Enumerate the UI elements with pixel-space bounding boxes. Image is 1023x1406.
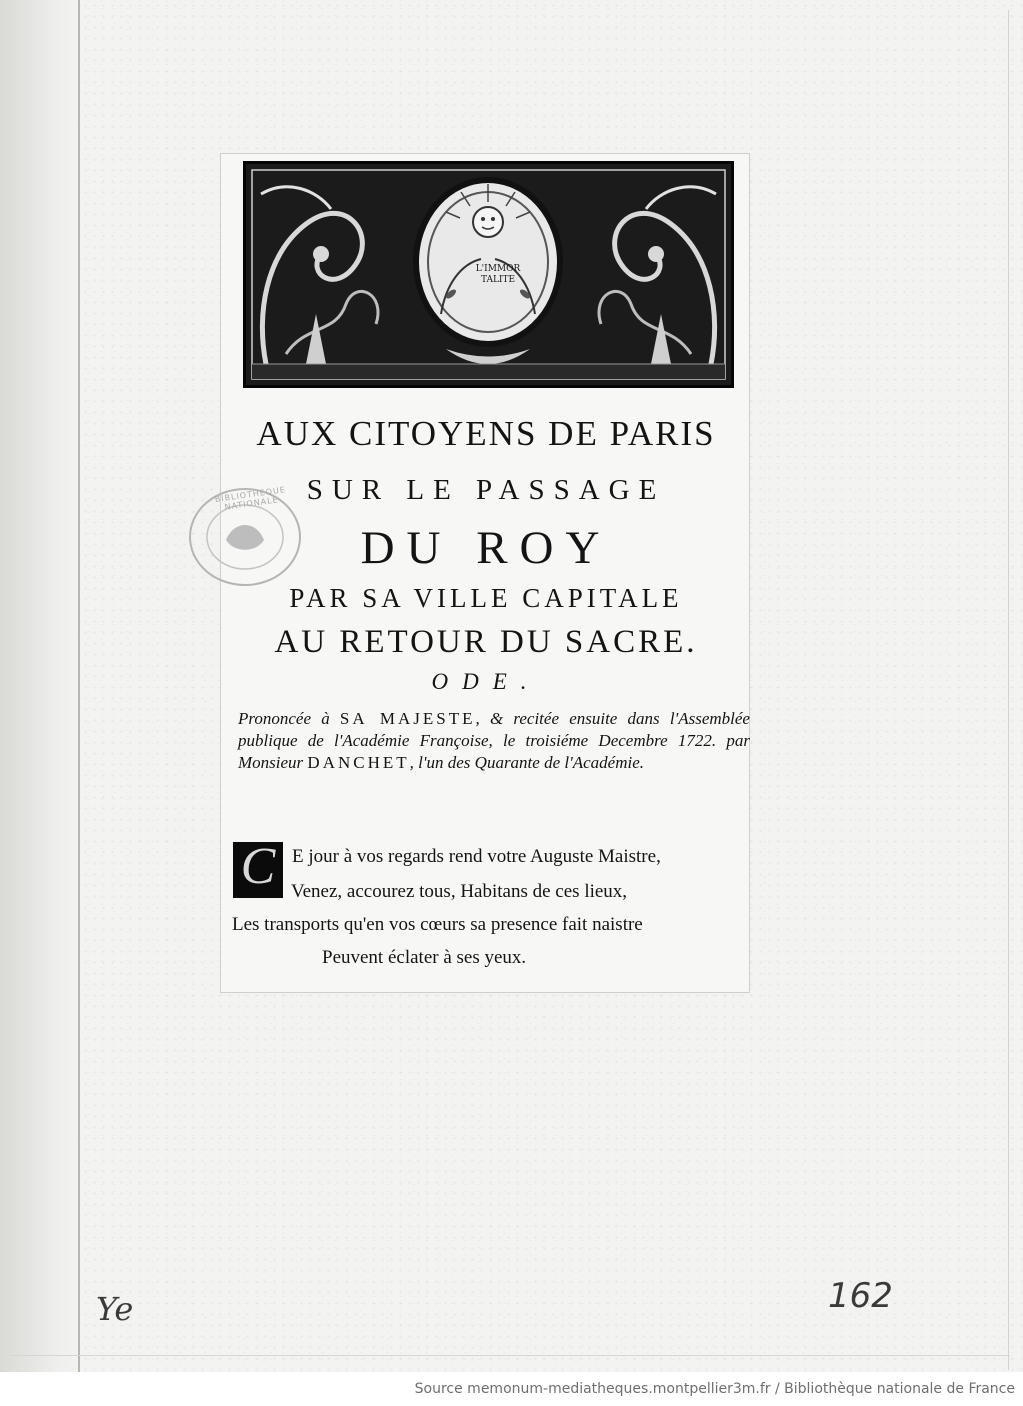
dedication-majeste: SA MAJESTE bbox=[339, 709, 476, 728]
title-line-5: AU RETOUR DU SACRE. bbox=[274, 624, 698, 660]
dedication-author: DANCHET bbox=[307, 753, 410, 772]
genre-heading: ODE. bbox=[431, 669, 541, 694]
page-gutter-shadow bbox=[0, 0, 80, 1372]
handwritten-folio-number: 162 bbox=[828, 1276, 893, 1316]
title-line-2: SUR LE PASSAGE bbox=[306, 474, 666, 506]
source-credit: Source memonum-mediatheques.montpellier3m.fr / Bibliothèque nationale de France bbox=[414, 1381, 1015, 1397]
handwritten-shelfmark: Ye bbox=[96, 1290, 134, 1328]
verse-line-3: Les transports qu'en vos cœurs sa presence fait naistre bbox=[232, 914, 643, 935]
verse-line-2: Venez, accourez tous, Habitans de ces lieux, bbox=[291, 881, 628, 902]
dedication-part-1: Prononcée à bbox=[238, 709, 340, 728]
page-edge-line bbox=[1008, 10, 1009, 1370]
verse-line-1: E jour à vos regards rend votre Auguste Maistre, bbox=[292, 846, 661, 867]
dedication-paragraph bbox=[238, 708, 750, 774]
dedication-part-3: , l'un des Quarante de l'Académie. bbox=[409, 753, 644, 772]
title-line-3: DU ROY bbox=[360, 522, 612, 574]
verse-line-4: Peuvent éclater à ses yeux. bbox=[322, 947, 527, 968]
gutter-line bbox=[78, 0, 80, 1372]
title-line-4: PAR SA VILLE CAPITALE bbox=[289, 583, 683, 613]
dedication-part-2: , & recitée ensuite dans l'Assemblée publique de l'Académie Françoise, le troisiéme Decembre 1722. par Monsieur bbox=[238, 709, 750, 772]
medallion-inscription: L'IMMOR TALITE bbox=[475, 264, 521, 285]
stamp-label: BIBLIOTHEQUE NATIONALE bbox=[214, 485, 287, 512]
title-line-1: AUX CITOYENS DE PARIS bbox=[256, 414, 716, 453]
page-bottom-edge bbox=[10, 1355, 1010, 1356]
drop-cap-letter: C bbox=[240, 838, 276, 895]
